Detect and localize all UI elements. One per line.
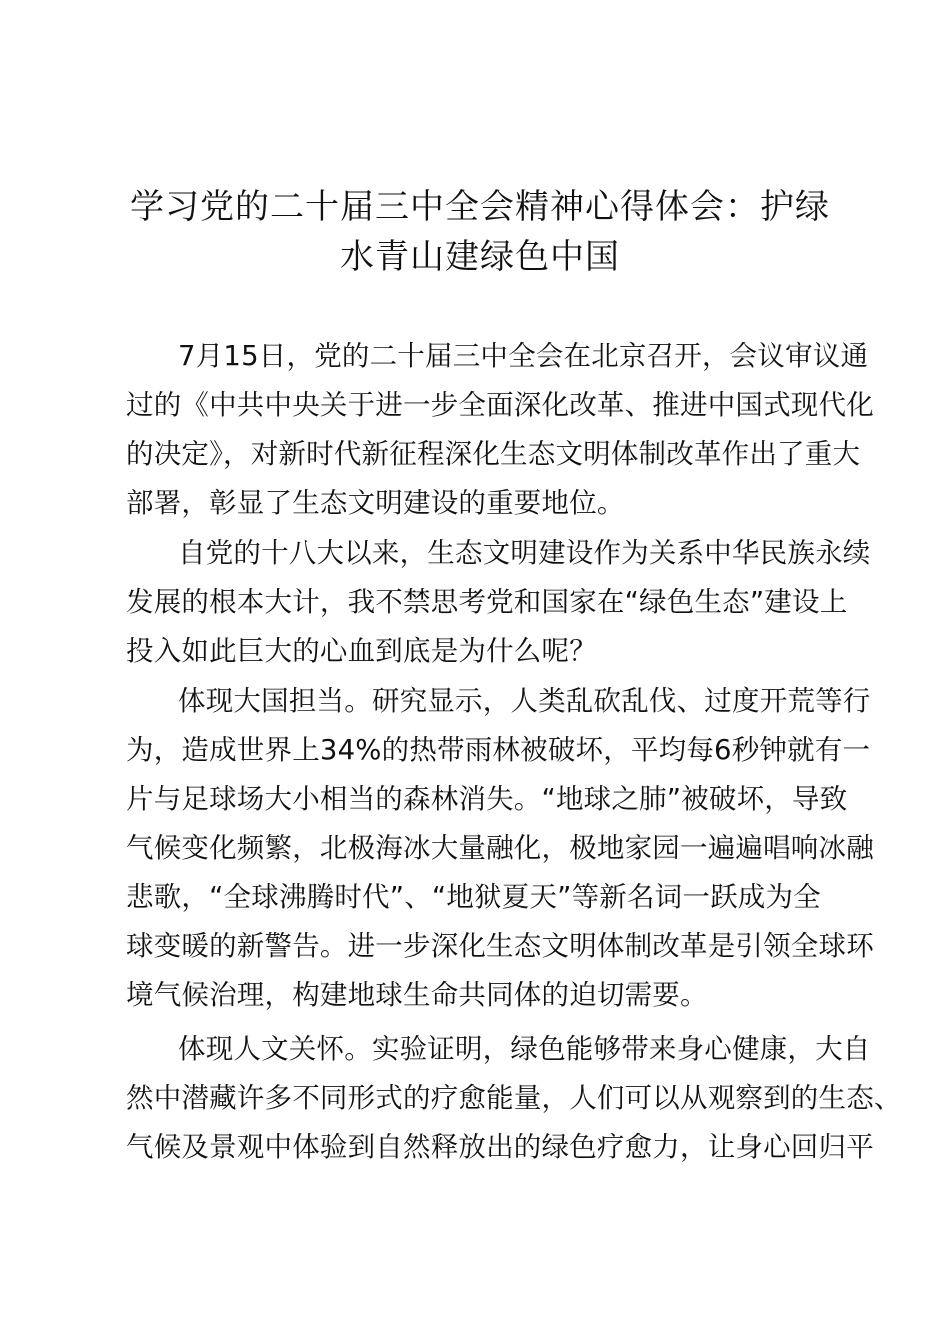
text-line: 自党的十八大以来，生态文明建设作为关系中华民族永续: [178, 537, 871, 569]
title-line: 水青山建绿色中国: [340, 237, 620, 277]
text-line: 气候变化频繁，北极海冰大量融化，极地家园一遍遍唱响冰融: [126, 832, 874, 864]
text-line: 气候及景观中体验到自然释放出的绿色疗愈力，让身心回归平: [126, 1131, 874, 1163]
text-line: 悲歌，“全球沸腾时代”、“地狱夏天”等新名词一跃成为全: [126, 881, 821, 913]
text-line: 发展的根本大计，我不禁思考党和国家在“绿色生态”建设上: [126, 586, 848, 618]
title-line: 学习党的二十届三中全会精神心得体会：护绿: [130, 187, 830, 227]
text-line: 的决定》，对新时代新征程深化生态文明体制改革作出了重大: [126, 438, 861, 470]
text-line: 投入如此巨大的心血到底是为什么呢？: [126, 635, 597, 667]
paragraph-meeting-intro: [126, 332, 874, 528]
paragraph-global-responsibility: [126, 677, 874, 1020]
document-title: [110, 182, 850, 282]
text-line: 部署，彰显了生态文明建设的重要地位。: [126, 487, 625, 519]
text-line: 境气候治理，构建地球生命共同体的迫切需要。: [126, 979, 708, 1011]
text-line: 片与足球场大小相当的森林消失。“地球之肺”被破坏，导致: [126, 783, 848, 815]
text-line: 过的《中共中央关于进一步全面深化改革、推进中国式现代化: [126, 389, 874, 421]
paragraph-human-care: [126, 1025, 902, 1172]
text-line: 球变暖的新警告。进一步深化生态文明体制改革是引领全球环: [126, 930, 874, 962]
text-line: 为，造成世界上34%的热带雨林被破坏，平均每6秒钟就有一: [126, 734, 871, 766]
document-body: [126, 332, 902, 1172]
text-line: 体现人文关怀。实验证明，绿色能够带来身心健康，大自: [178, 1033, 871, 1065]
text-line: 体现大国担当。研究显示，人类乱砍乱伐、过度开荒等行: [178, 685, 871, 717]
paragraph-question: [126, 529, 871, 676]
text-line: 然中潜藏许多不同形式的疗愈能量，人们可以从观察到的生态、: [126, 1082, 902, 1114]
text-line: 7月15日，党的二十届三中全会在北京召开，会议审议通: [178, 340, 869, 372]
